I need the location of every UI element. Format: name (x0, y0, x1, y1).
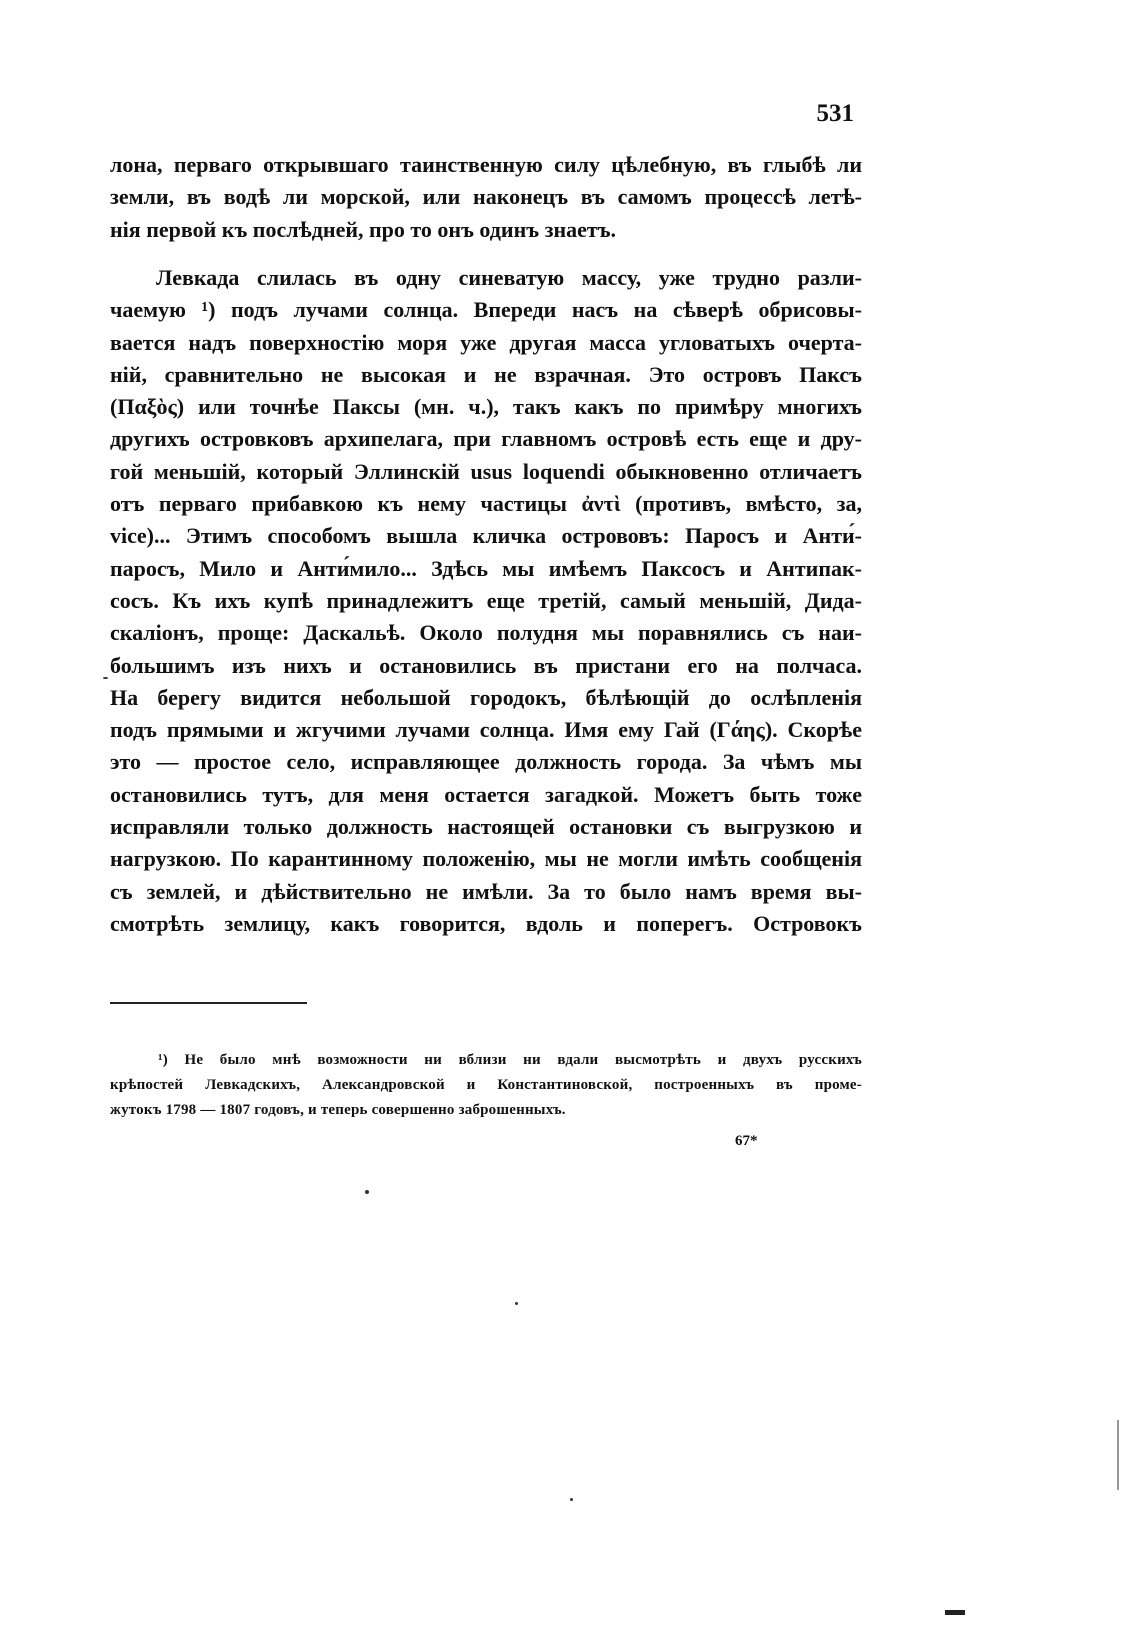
text-line: паросъ, Мило и Анти́мило... Здѣсь мы имѣемъ Паксосъ и Антипак- (110, 555, 862, 581)
text-line: подъ прямыми и жгучими лучами солнца. Имя ему Гай (Γάης). Скорѣе (110, 717, 862, 743)
printer-signature-mark: 67* (735, 1133, 758, 1149)
text-line: чаемую ¹) подъ лучами солнца. Впереди насъ на сѣверѣ обрисовы- (110, 297, 862, 323)
footnote-divider (110, 1002, 307, 1004)
footnote (110, 1048, 862, 1123)
ink-speck (365, 1190, 369, 1194)
text-line: Левкада слилась въ одну синеватую массу, уже трудно разли- (156, 265, 862, 290)
text-line: нія первой къ послѣдней, про то онъ одинъ знаетъ. (110, 216, 617, 242)
text-line: остановились тутъ, для меня остается загадкой. Можетъ быть тоже (110, 781, 862, 807)
text-line: смотрѣть землицу, какъ говорится, вдоль и поперегъ. Островокъ (110, 910, 862, 936)
text-line: большимъ изъ нихъ и остановились въ пристани его на полчаса. (110, 652, 862, 678)
text-line: ній, сравнительно не высокая и не взрачная. Это островъ Паксъ (110, 361, 862, 387)
ink-speck (570, 1498, 573, 1501)
text-line: земли, въ водѣ ли морской, или наконецъ въ самомъ процессѣ летѣ- (110, 184, 862, 210)
text-line: (Παξὸς) или точнѣе Паксы (мн. ч.), такъ какъ по примѣру многихъ (110, 394, 862, 420)
text-line: На берегу видится небольшой городокъ, бѣлѣющій до ослѣпленія (110, 684, 862, 710)
text-line: исправляли только должность настоящей остановки съ выгрузкою и (110, 814, 862, 840)
footnote-line: жутокъ 1798 — 1807 годовъ, и теперь совершенно заброшенныхъ. (110, 1102, 566, 1118)
scan-edge-mark (1117, 1420, 1119, 1490)
ink-speck (103, 677, 108, 679)
text-line: вается надъ поверхностію моря уже другая масса угловатыхъ очерта- (110, 329, 862, 355)
text-line: нагрузкою. По карантинному положенію, мы не могли имѣть сообщенія (110, 846, 862, 872)
text-line: это — простое село, исправляющее должность города. За чѣмъ мы (110, 749, 862, 775)
text-line: съ землей, и дѣйствительно не имѣли. За то было намъ время вы- (110, 878, 862, 904)
text-line: гой меньшій, который Эллинскій usus loquendi обыкновенно отличаетъ (110, 458, 862, 484)
text-line: отъ перваго прибавкою къ нему частицы ἀντὶ (противъ, вмѣсто, за, (110, 491, 862, 517)
ink-speck (515, 1302, 518, 1305)
paragraph-2 (110, 262, 862, 940)
paragraph-1 (110, 149, 862, 246)
text-line: лона, перваго открывшаго таинственную силу цѣлебную, въ глыбѣ ли (110, 152, 862, 177)
text-line: другихъ островковъ архипелага, при главномъ островѣ есть еще и дру- (110, 426, 862, 452)
footnote-line: крѣпостей Левкадскихъ, Александровской и Константиновской, построенныхъ въ проме- (110, 1077, 862, 1093)
text-line: сосъ. Къ ихъ купѣ принадлежитъ еще третій, самый меньшій, Дида- (110, 587, 862, 613)
text-line: скаліонъ, проще: Даскальѣ. Около полудня мы поравнялись съ наи- (110, 620, 862, 646)
scan-edge-mark (945, 1610, 965, 1615)
page-number: 531 (816, 100, 854, 127)
text-line: vice)... Этимъ способомъ вышла кличка острововъ: Паросъ и Анти́- (110, 523, 862, 549)
footnote-line: ¹) Не было мнѣ возможности ни вблизи ни вдали высмотрѣть и двухъ русскихъ (158, 1052, 862, 1068)
